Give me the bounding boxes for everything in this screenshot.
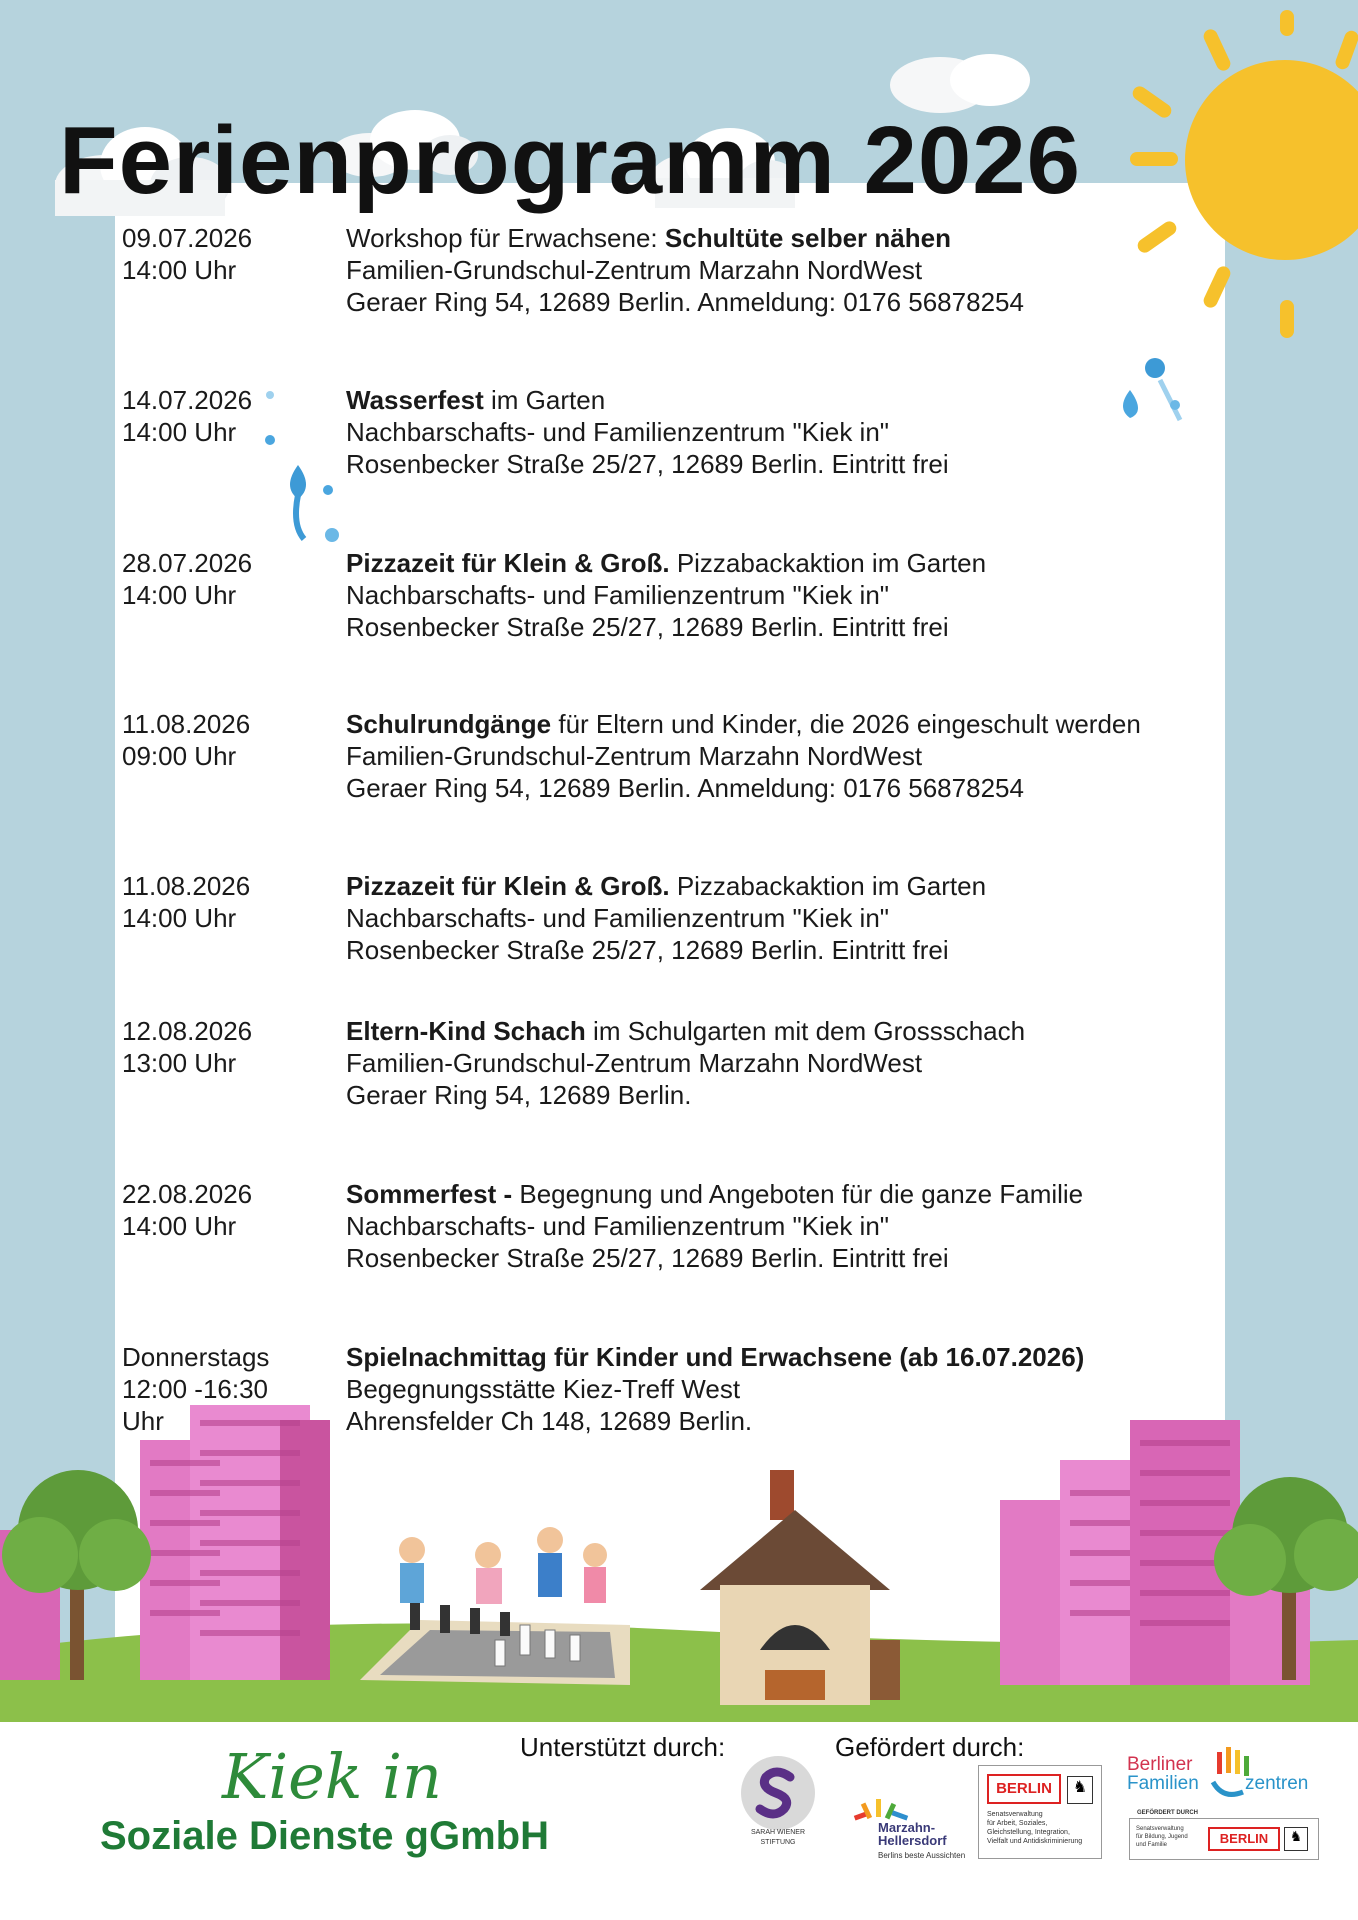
event-date: 14.07.2026 [122, 385, 253, 415]
bfz-sen-line1: Senatsverwaltung [1136, 1826, 1184, 1832]
bfz-sen-line2: für Bildung, Jugend [1136, 1834, 1188, 1840]
event-title-bold: Spielnachmittag für Kinder und Erwachsene (ab 16.07.2026) [346, 1342, 1085, 1372]
event-time: 13:00 Uhr [122, 1048, 237, 1078]
berliner-familienzentren-logo [1125, 1740, 1330, 1870]
event-time: 14:00 Uhr [122, 417, 237, 447]
event-venue: Familien-Grundschul-Zentrum Marzahn NordWest [346, 741, 923, 771]
event-address: Rosenbecker Straße 25/27, 12689 Berlin. Eintritt frei [346, 935, 949, 965]
event-title-bold: Sommerfest - [346, 1179, 513, 1209]
event-time: 14:00 Uhr [122, 580, 237, 610]
event-title-bold: Wasserfest [346, 385, 484, 415]
bfz-line1: Berliner [1127, 1754, 1193, 1775]
berlin-sen-line2: für Arbeit, Soziales, [987, 1820, 1048, 1827]
marzahn-line2: Hellersdorf [878, 1833, 947, 1848]
event-venue: Familien-Grundschul-Zentrum Marzahn NordWest [346, 255, 923, 285]
berlin-senate-logo [978, 1765, 1102, 1859]
event-title-post: Pizzabackaktion im Garten [669, 871, 987, 901]
event-title-bold: Pizzazeit für Klein & Groß. [346, 871, 670, 901]
children-playing-icon [399, 1527, 607, 1604]
event-venue: Begegnungsstätte Kiez-Treff West [346, 1374, 741, 1404]
marzahn-line1: Marzahn- [878, 1820, 936, 1835]
event-address: Ahrensfelder Ch 148, 12689 Berlin. [346, 1406, 753, 1436]
event-title-bold: Schulrundgänge [346, 709, 552, 739]
event-date: 28.07.2026 [122, 548, 253, 578]
berlin-sen-line1: Senatsverwaltung [987, 1811, 1043, 1818]
event-title-pre: Workshop für Erwachsene: [346, 223, 665, 253]
sarah-wiener-icon [740, 1755, 816, 1831]
bfz-berlin-label: BERLIN [1208, 1827, 1280, 1851]
event-address: Rosenbecker Straße 25/27, 12689 Berlin. Eintritt frei [346, 449, 949, 479]
org-name: Soziale Dienste gGmbH [100, 1814, 549, 1858]
berlin-sen-line3: Gleichstellung, Integration, [987, 1829, 1070, 1836]
marzahn-hellersdorf-logo [850, 1795, 970, 1860]
event-time: 14:00 Uhr [122, 903, 237, 933]
event-title-post: Begegnung und Angeboten für die ganze Familie [512, 1179, 1084, 1209]
event-title-post: im Schulgarten mit dem Grossschach [585, 1016, 1026, 1046]
event-date: 22.08.2026 [122, 1179, 253, 1209]
sarah-wiener-logo [738, 1755, 818, 1845]
bfz-sen-line3: und Familie [1136, 1842, 1168, 1848]
event-address: Geraer Ring 54, 12689 Berlin. Anmeldung: 0176 56878254 [346, 287, 1024, 317]
event-title-post: Pizzabackaktion im Garten [669, 548, 987, 578]
supported-by-label: Unterstützt durch: [520, 1732, 726, 1762]
chess-board-icon [360, 1600, 630, 1685]
bfz-funded-label: GEFÖRDERT DURCH [1137, 1810, 1198, 1816]
event-title-post: im Garten [483, 385, 606, 415]
event-venue: Nachbarschafts- und Familienzentrum "Kiek in" [346, 580, 890, 610]
berlin-label: BERLIN [987, 1774, 1061, 1804]
event-date: 12.08.2026 [122, 1016, 253, 1046]
pizza-oven-icon [700, 1470, 900, 1705]
event-address: Rosenbecker Straße 25/27, 12689 Berlin. Eintritt frei [346, 612, 949, 642]
bfz-bear-icon: ♞ [1284, 1827, 1308, 1851]
event-title-bold: Eltern-Kind Schach [346, 1016, 586, 1046]
city-scene-illustration [0, 1350, 1358, 1722]
event-time: 14:00 Uhr [122, 255, 237, 285]
event-title-bold: Schultüte selber nähen [664, 223, 951, 253]
event-time-unit: Uhr [122, 1406, 164, 1436]
event-venue: Familien-Grundschul-Zentrum Marzahn NordWest [346, 1048, 923, 1078]
event-date: Donnerstags [122, 1342, 270, 1372]
page-title: Ferienprogramm 2026 [58, 107, 1082, 215]
kiek-in-logo: Kiek in [222, 1740, 442, 1813]
marzahn-tagline: Berlins beste Aussichten [878, 1851, 966, 1860]
event-time: 14:00 Uhr [122, 1211, 237, 1241]
event-venue: Nachbarschafts- und Familienzentrum "Kiek in" [346, 903, 890, 933]
event-title-bold: Pizzazeit für Klein & Groß. [346, 548, 670, 578]
event-date: 11.08.2026 [122, 871, 251, 901]
event-venue: Nachbarschafts- und Familienzentrum "Kiek in" [346, 1211, 890, 1241]
bfz-senate-box [1129, 1818, 1319, 1860]
sarah-wiener-text: SARAH WIENER STIFTUNG [750, 1829, 806, 1846]
event-time: 12:00 -16:30 [122, 1374, 269, 1404]
berlin-sen-line4: Vielfalt und Antidiskriminierung [987, 1838, 1083, 1845]
event-date: 11.08.2026 [122, 709, 251, 739]
event-venue: Nachbarschafts- und Familienzentrum "Kiek in" [346, 417, 890, 447]
event-address: Rosenbecker Straße 25/27, 12689 Berlin. Eintritt frei [346, 1243, 949, 1273]
funded-by-label: Gefördert durch: [835, 1732, 1025, 1762]
event-address: Geraer Ring 54, 12689 Berlin. [346, 1080, 692, 1110]
berlin-bear-icon: ♞ [1067, 1776, 1093, 1804]
event-time: 09:00 Uhr [122, 741, 237, 771]
event-address: Geraer Ring 54, 12689 Berlin. Anmeldung: 0176 56878254 [346, 773, 1024, 803]
event-title-post: für Eltern und Kinder, die 2026 eingeschult werden [551, 709, 1141, 739]
bfz-line2: Familien [1127, 1773, 1199, 1794]
bfz-line3: zentren [1245, 1773, 1309, 1794]
event-date: 09.07.2026 [122, 223, 253, 253]
